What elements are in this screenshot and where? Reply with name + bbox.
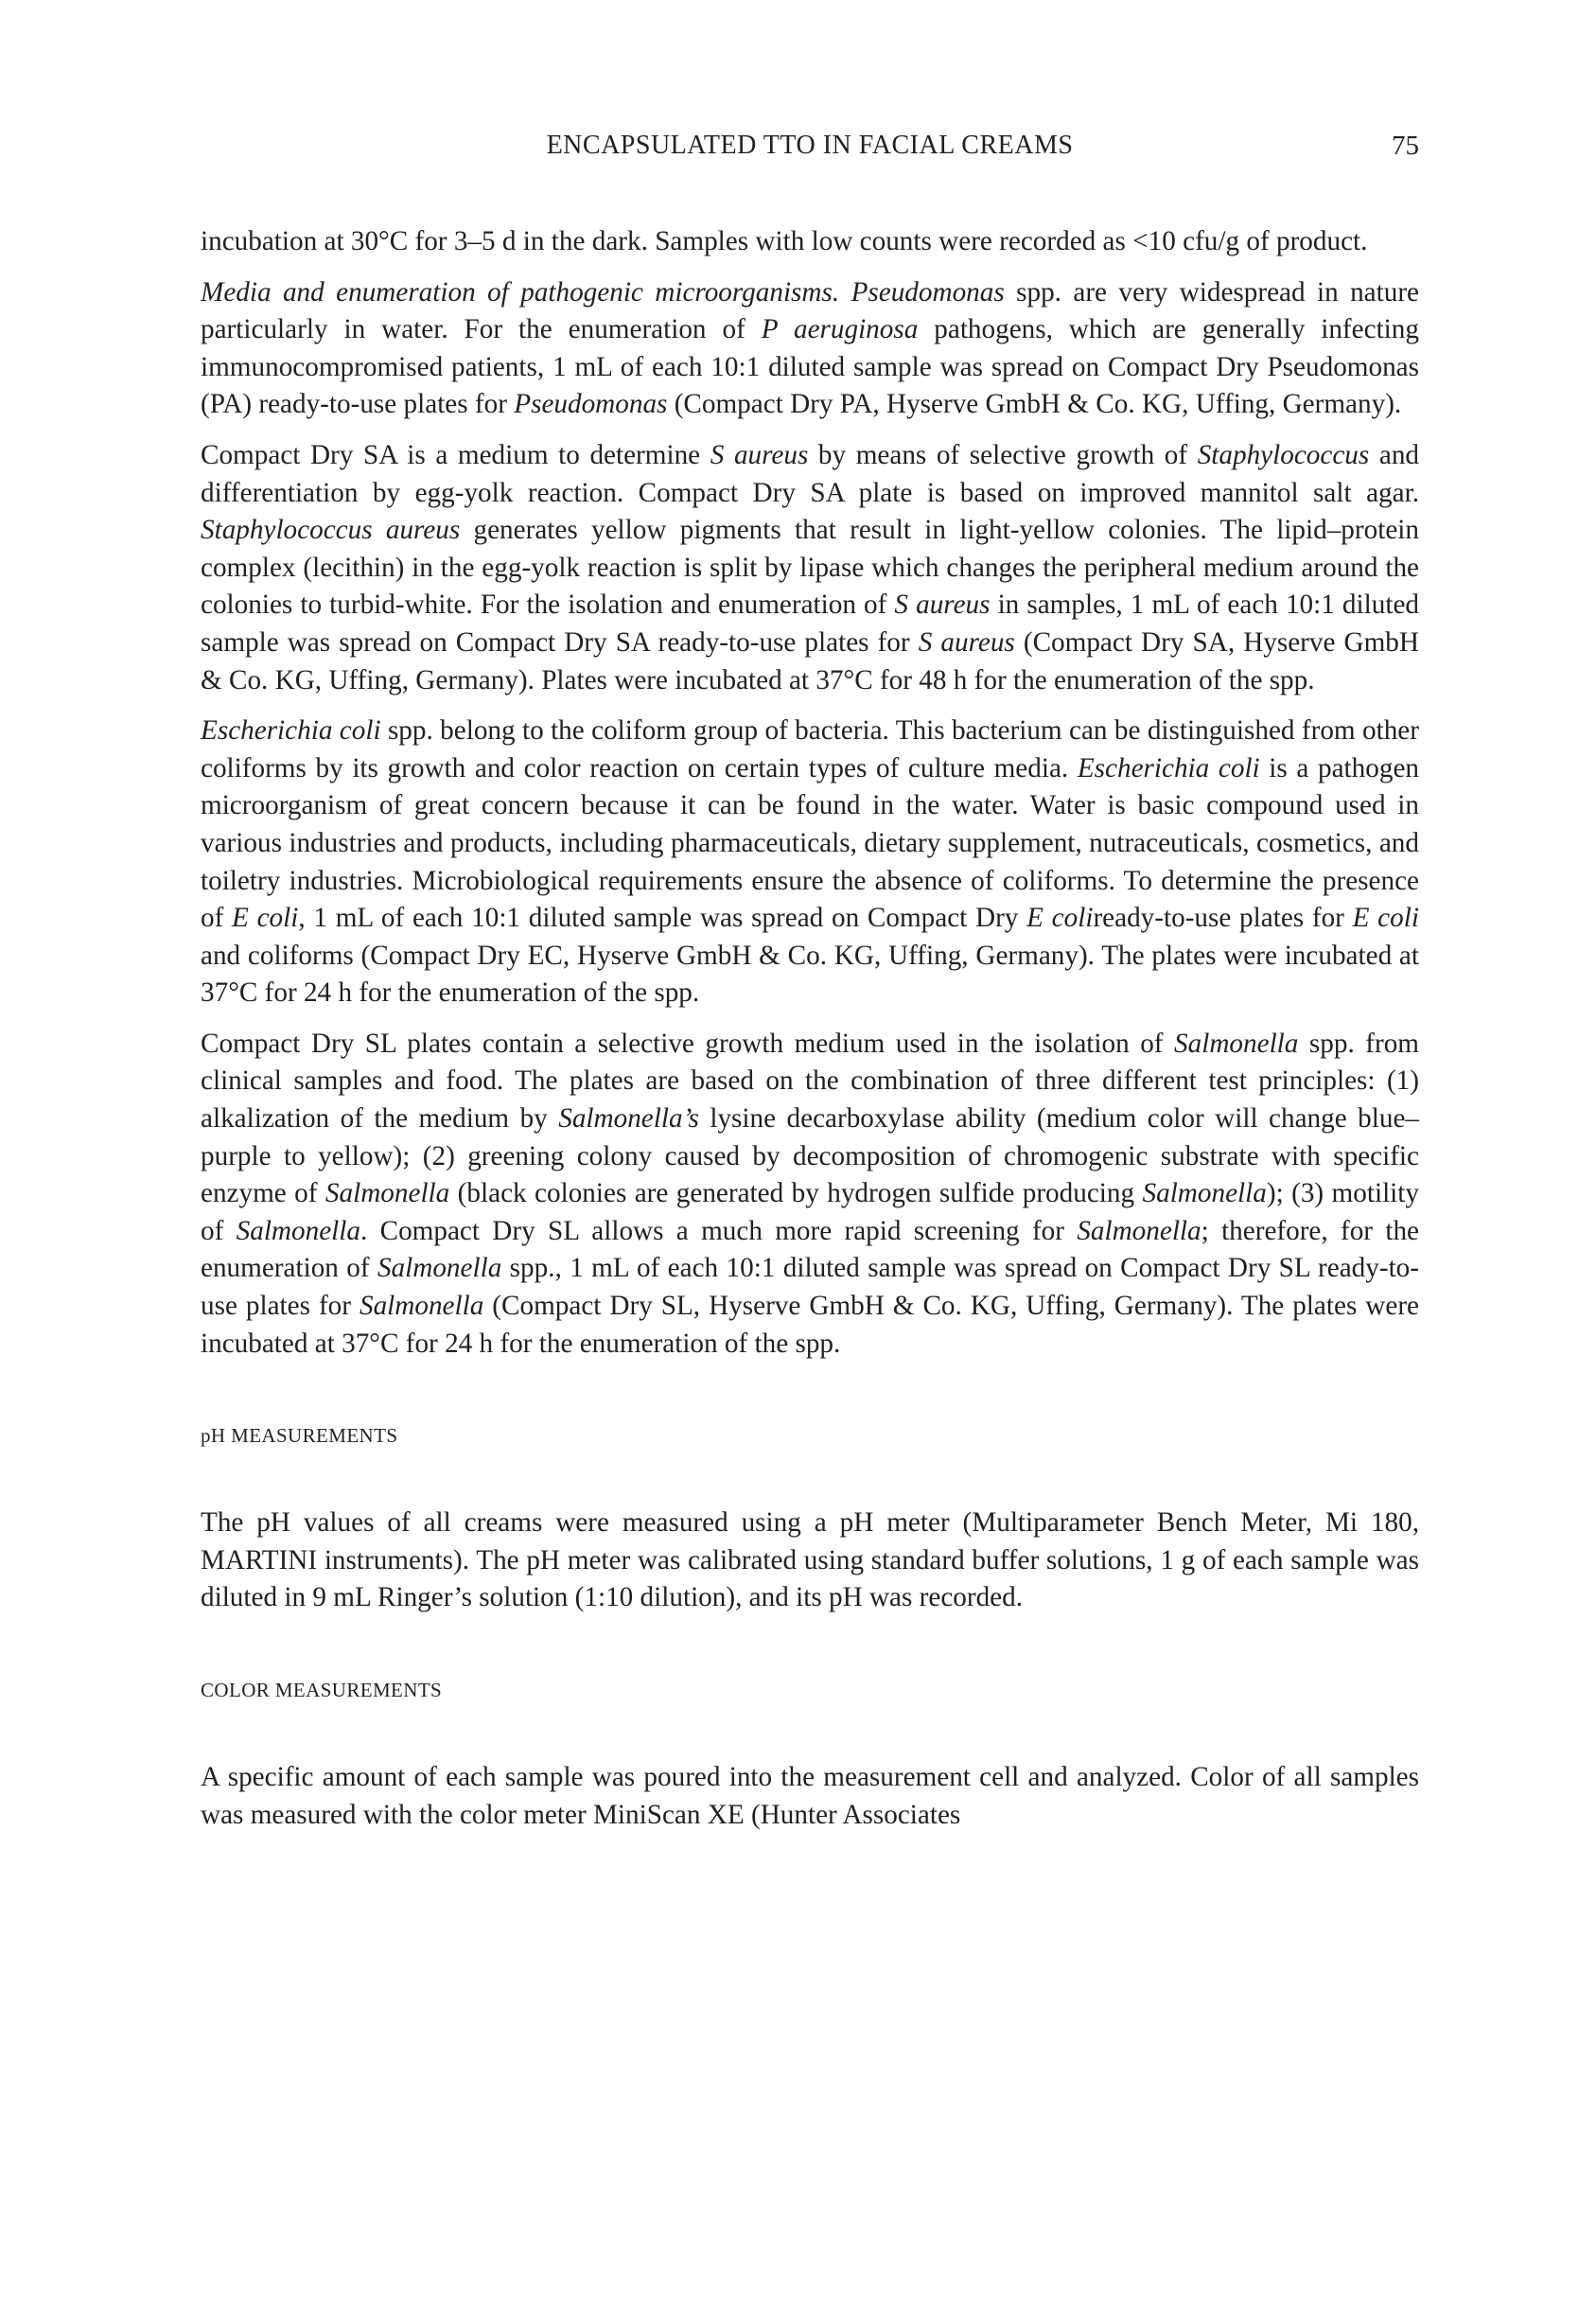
text-run: ); (3) motility of	[201, 1178, 1419, 1246]
text-run: (Compact Dry SA, Hyserve GmbH & Co. KG, Uffing, Germany). Plates were incubated at 37°C for 48 h for the enumeration of the spp.	[201, 626, 1419, 695]
italic-term: Salmonella	[324, 1178, 450, 1209]
text-run: . Compact Dry SL allows a much more rapid screening for	[360, 1215, 1078, 1246]
text-run: pathogens, which are generally infecting immunocompromised patients, 1 mL of each 10:1 diluted sample was spread on Compact Dry Pseudomonas (PA) ready-to-use plates for	[201, 314, 1419, 420]
italic-term: S aureus	[710, 439, 809, 470]
text-run: (black colonies are generated by hydrogen sulfide producing	[449, 1178, 1143, 1209]
text-run: spp. belong to the coliform group of bacteria. This bacterium can be distinguished from other coliforms by its growth and color reaction on certain types of culture media.	[201, 715, 1419, 783]
paragraph-color-measurements: A specific amount of each sample was poured into the measurement cell and analyzed. Color of all samples was measured with the color meter MiniScan XE (Hunter Associates	[201, 1762, 1419, 1830]
text-run: incubation at 30°C for 3–5 d in the dark. Samples with low counts were recorded as <10 cfu/g of product.	[201, 226, 1368, 256]
italic-term: S aureus	[894, 590, 991, 621]
text-run: , 1 mL of each 10:1 diluted sample was spread on Compact Dry	[298, 903, 1027, 934]
text-run: (Compact Dry PA, Hyserve GmbH & Co. KG, Uffing, Germany).	[667, 389, 1402, 420]
page-number: 75	[1392, 131, 1419, 161]
text-run: in samples, 1 mL of each 10:1 diluted sample was spread on Compact Dry SA ready-to-use plates for	[201, 590, 1419, 658]
text-run: Compact Dry SL plates contain a selective growth medium used in the isolation of	[201, 1028, 1175, 1059]
paragraph-staphylococcus	[201, 437, 1419, 699]
italic-term: P aeruginosa	[761, 314, 919, 345]
italic-term: Escherichia coli	[1077, 752, 1260, 783]
paragraph-pseudomonas	[201, 274, 1419, 424]
text-run: Compact Dry SA is a medium to determine	[201, 439, 710, 470]
section-heading-color: COLOR MEASUREMENTS	[201, 1679, 443, 1701]
text-run: (Compact Dry SL, Hyserve GmbH & Co. KG, Uffing, Germany). The plates were incubated at 37°C for 24 h for the enumeration of the spp.	[201, 1291, 1419, 1359]
italic-term: Staphylococcus aureus	[201, 515, 461, 546]
italic-term: E coli	[1026, 903, 1094, 934]
text-run: and coliforms (Compact Dry EC, Hyserve GmbH & Co. KG, Uffing, Germany). The plates were incubated at 37°C for 24 h for the enumeration of the spp.	[201, 940, 1419, 1009]
text-run: spp. from clinical samples and food. The plates are based on the combination of three different test principles: (1) alkalization of the medium by	[201, 1028, 1419, 1135]
italic-term: Salmonella	[236, 1215, 360, 1246]
italic-term: Salmonella	[377, 1253, 502, 1284]
paragraph-escherichia	[201, 713, 1419, 1012]
italic-term: Salmonella’s	[558, 1103, 699, 1135]
paragraph-ph-measurements: The pH values of all creams were measured using a pH meter (Multiparameter Bench Meter, Mi 180, MARTINI instruments). The pH meter was calibrated using standard buffer solutions, 1 g of each sample was diluted in 9 mL Ringer’s solution (1:10 dilution), and its pH was recorded.	[201, 1507, 1419, 1613]
text-run: generates yellow pigments that result in light-yellow colonies. The lipid–protein complex (lecithin) in the egg-yolk reaction is split by lipase which changes the peripheral medium around the colonies to turbid-white. For the isolation and enumeration of	[201, 515, 1419, 621]
section-heading-ph: pH MEASUREMENTS	[201, 1424, 398, 1448]
text-run: by means of selective growth of	[808, 439, 1198, 470]
text-column	[201, 223, 1419, 1847]
text-run: ready-to-use plates for	[1093, 903, 1353, 934]
text-run: lysine decarboxylase ability (medium color will change blue–purple to yellow); (2) greening colony caused by decomposition of chromogenic substrate with specific enzyme of	[201, 1103, 1419, 1209]
text-run: is a pathogen microorganism of great concern because it can be found in the water. Water is basic compound used in various industries and products, including pharmaceuticals, dietary supplement, nutraceuticals, cosmetics, and toiletry industries. Microbiological requirements ensure the absence of coliforms. To determine the presence of	[201, 752, 1419, 934]
italic-term: S aureus	[918, 626, 1015, 658]
paragraph-incubation	[201, 223, 1419, 261]
italic-term: Pseudomonas	[514, 389, 668, 420]
text-run: and differentiation by egg-yolk reaction. Compact Dry SA plate is based on improved mannitol salt agar.	[201, 439, 1420, 508]
text-run: ; therefore, for the enumeration of	[201, 1215, 1419, 1284]
paragraph-salmonella	[201, 1026, 1419, 1363]
italic-term: Salmonella	[1077, 1215, 1201, 1246]
italic-term: Salmonella	[1142, 1178, 1267, 1209]
italic-term: Pseudomonas	[851, 276, 1005, 308]
italic-term: E coli	[1352, 903, 1419, 934]
italic-term: Salmonella	[1174, 1028, 1299, 1059]
italic-term: Staphylococcus	[1197, 439, 1370, 470]
italic-term: Escherichia coli	[201, 715, 381, 747]
text-run: spp. are very widespread in nature particularly in water. For the enumeration of	[201, 276, 1420, 345]
text-run	[839, 277, 851, 308]
italic-term: Salmonella	[359, 1291, 484, 1322]
italic-term: E coli	[232, 903, 299, 934]
italic-term: Media and enumeration of pathogenic microorganisms.	[201, 276, 840, 308]
text-run: spp., 1 mL of each 10:1 diluted sample was spread on Compact Dry SL ready-to-use plates for	[201, 1253, 1419, 1322]
running-head	[201, 131, 1419, 168]
running-title: ENCAPSULATED TTO IN FACIAL CREAMS	[546, 131, 1074, 160]
